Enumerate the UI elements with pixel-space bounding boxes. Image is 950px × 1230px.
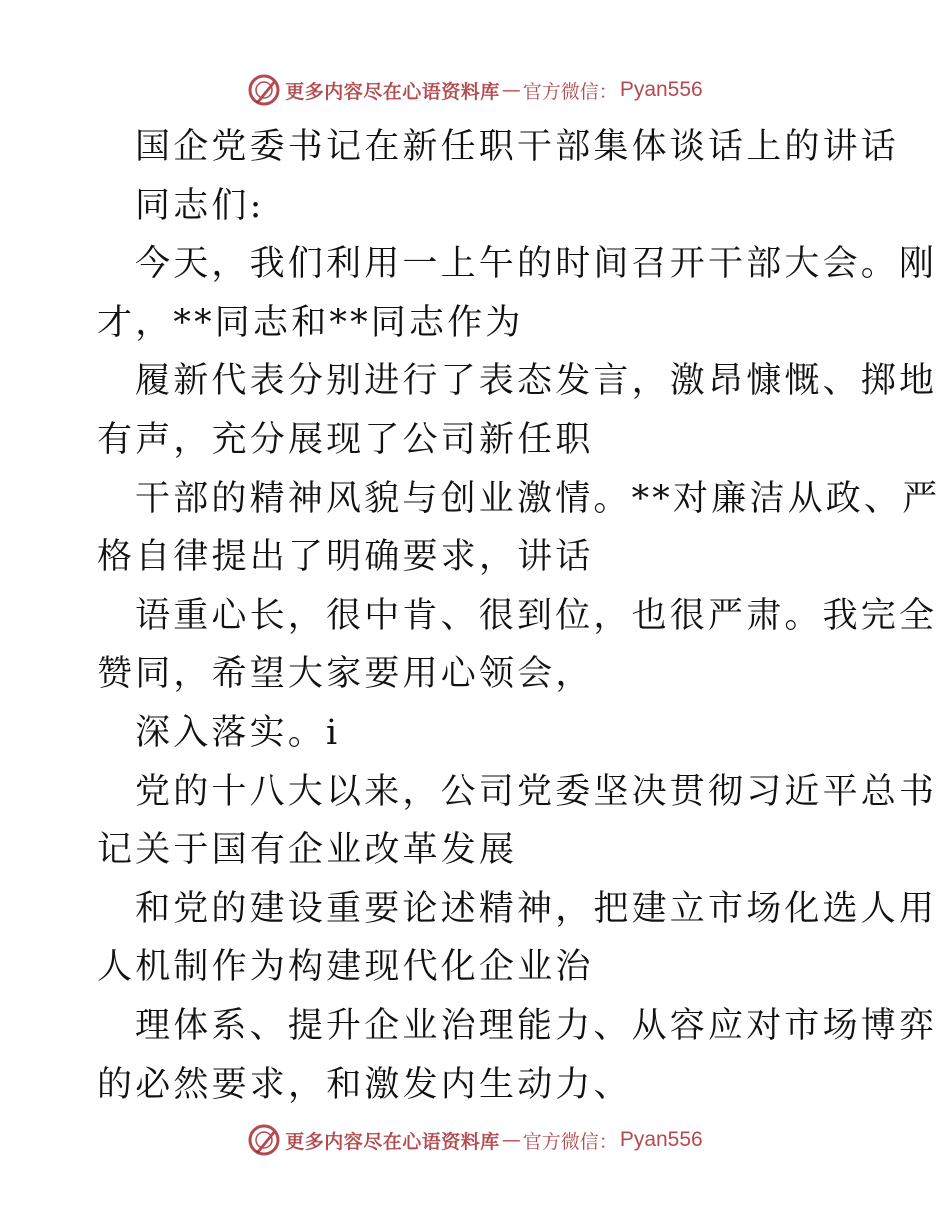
text-line: 才，**同志和**同志作为 — [97, 302, 524, 343]
text-line: 履新代表分别进行了表态发言，激昂慷慨、掷地 — [135, 361, 938, 402]
header-banner — [0, 70, 950, 110]
banner-wechat-id: Pyan556 — [619, 78, 703, 101]
text-line: 赞同，希望大家要用心领会， — [97, 654, 594, 695]
text-line: 人机制作为构建现代化企业治 — [97, 947, 594, 988]
document-title: 国企党委书记在新任职干部集体谈话上的讲话 — [135, 127, 900, 167]
banner-wechat-id: Pyan556 — [619, 1128, 703, 1151]
text-line: 的必然要求，和激发内生动力、 — [97, 1064, 632, 1105]
document-body — [97, 118, 941, 1114]
salutation: 同志们: — [135, 185, 265, 226]
banner-site-text: 更多内容尽在心语资料库 — [285, 1130, 500, 1153]
text-line: 深入落实。i — [135, 712, 341, 753]
text-line: 党的十八大以来，公司党委坚决贯彻习近平总书 — [135, 771, 938, 812]
text-line: 格自律提出了明确要求，讲话 — [97, 537, 594, 578]
banner-separator: — — [501, 1129, 521, 1151]
text-line: 有声，充分展现了公司新任职 — [97, 419, 594, 460]
text-line: 干部的精神风貌与创业激情。**对廉洁从政、严 — [135, 478, 941, 519]
footer-banner — [0, 1120, 950, 1160]
banner-wechat-label: 官方微信： — [522, 1130, 618, 1153]
pen-circle-logo-icon — [247, 1123, 281, 1157]
text-line: 语重心长，很中肯、很到位，也很严肃。我完全 — [135, 595, 938, 636]
pen-circle-logo-icon — [247, 73, 281, 107]
text-line: 理体系、提升企业治理能力、从容应对市场博弈 — [135, 1005, 938, 1046]
banner-site-text: 更多内容尽在心语资料库 — [285, 80, 500, 103]
text-line: 记关于国有企业改革发展 — [97, 830, 518, 871]
text-line: 和党的建设重要论述精神，把建立市场化选人用 — [135, 888, 938, 929]
banner-separator: — — [501, 79, 521, 101]
banner-wechat-label: 官方微信： — [522, 80, 618, 103]
text-line: 今天，我们利用一上午的时间召开干部大会。刚 — [135, 244, 938, 285]
